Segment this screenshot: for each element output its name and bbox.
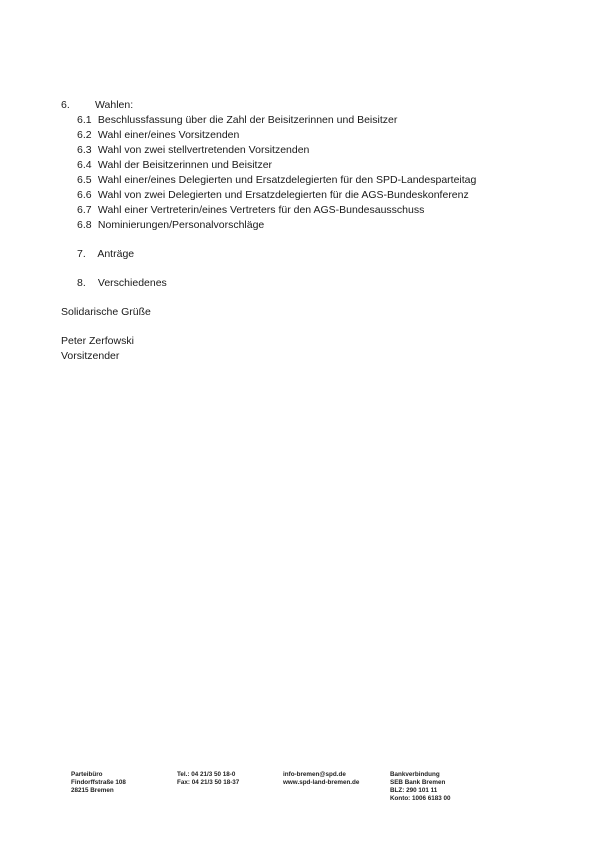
subitem-number: 6.7 — [77, 204, 92, 216]
subitem-text: Wahl einer/eines Delegierten und Ersatzdelegierten für den SPD-Landesparteitag — [97, 174, 477, 186]
footer-office-line: Parteibüro — [71, 771, 103, 778]
agenda-subitem — [61, 173, 476, 188]
item-text: Anträge — [97, 248, 135, 260]
signatory-role: Vorsitzender — [61, 350, 120, 362]
subitem-text: Wahl einer Vertreterin/eines Vertreters für den AGS-Bundesausschuss — [97, 204, 425, 216]
subitem-number: 6.5 — [77, 174, 92, 186]
subitem-text: Wahl von zwei Delegierten und Ersatzdelegierten für die AGS-Bundeskonferenz — [97, 189, 469, 201]
subitem-number: 6.6 — [77, 189, 92, 201]
agenda-item-8 — [61, 276, 476, 291]
subitem-number: 6.8 — [77, 219, 92, 231]
agenda-subitem — [61, 128, 476, 143]
closing-greeting: Solidarische Grüße — [61, 306, 151, 318]
footer-bank — [390, 771, 451, 803]
footer-bank-line: SEB Bank Bremen — [390, 779, 446, 786]
item-number: 8. — [77, 277, 86, 289]
agenda-section-6 — [61, 98, 476, 113]
subitem-text: Wahl einer/eines Vorsitzenden — [97, 129, 240, 141]
subitem-text: Nominierungen/Personalvorschläge — [97, 219, 265, 231]
section-title: Wahlen: — [95, 99, 134, 111]
subitem-text: Wahl der Beisitzerinnen und Beisitzer — [97, 159, 273, 171]
signatory-name: Peter Zerfowski — [61, 335, 134, 347]
footer-website: www.spd-land-bremen.de — [283, 779, 360, 786]
footer-office-line: Findorffstraße 108 — [71, 779, 126, 786]
agenda-subitem — [61, 218, 476, 233]
item-number: 7. — [77, 248, 86, 260]
footer-bank-line: Bankverbindung — [390, 771, 440, 778]
footer-bank-line: BLZ: 290 101 11 — [390, 787, 438, 794]
subitem-number: 6.3 — [77, 144, 92, 156]
footer-fax-line: Fax: 04 21/3 50 18-37 — [177, 779, 240, 786]
footer-office-line: 28215 Bremen — [71, 787, 114, 794]
footer-office — [71, 771, 126, 795]
subitem-number: 6.1 — [77, 114, 92, 126]
agenda-subitem — [61, 143, 476, 158]
footer-phone — [177, 771, 239, 787]
letter-body — [61, 98, 476, 364]
agenda-subitem — [61, 188, 476, 203]
agenda-subitem — [61, 113, 476, 128]
agenda-item-7 — [61, 247, 476, 262]
subitem-text: Beschlussfassung über die Zahl der Beisitzerinnen und Beisitzer — [97, 114, 398, 126]
footer-bank-line: Konto: 1006 6183 00 — [390, 795, 451, 802]
agenda-subitem — [61, 203, 476, 218]
subitem-number: 6.4 — [77, 159, 92, 171]
subitem-number: 6.2 — [77, 129, 92, 141]
footer-phone-line: Tel.: 04 21/3 50 18-0 — [177, 771, 236, 778]
footer-email: info-bremen@spd.de — [283, 771, 346, 778]
item-text: Verschiedenes — [97, 277, 167, 289]
section-number: 6. — [61, 99, 70, 111]
footer-web — [283, 771, 359, 787]
subitem-text: Wahl von zwei stellvertretenden Vorsitzenden — [97, 144, 310, 156]
agenda-subitem — [61, 158, 476, 173]
